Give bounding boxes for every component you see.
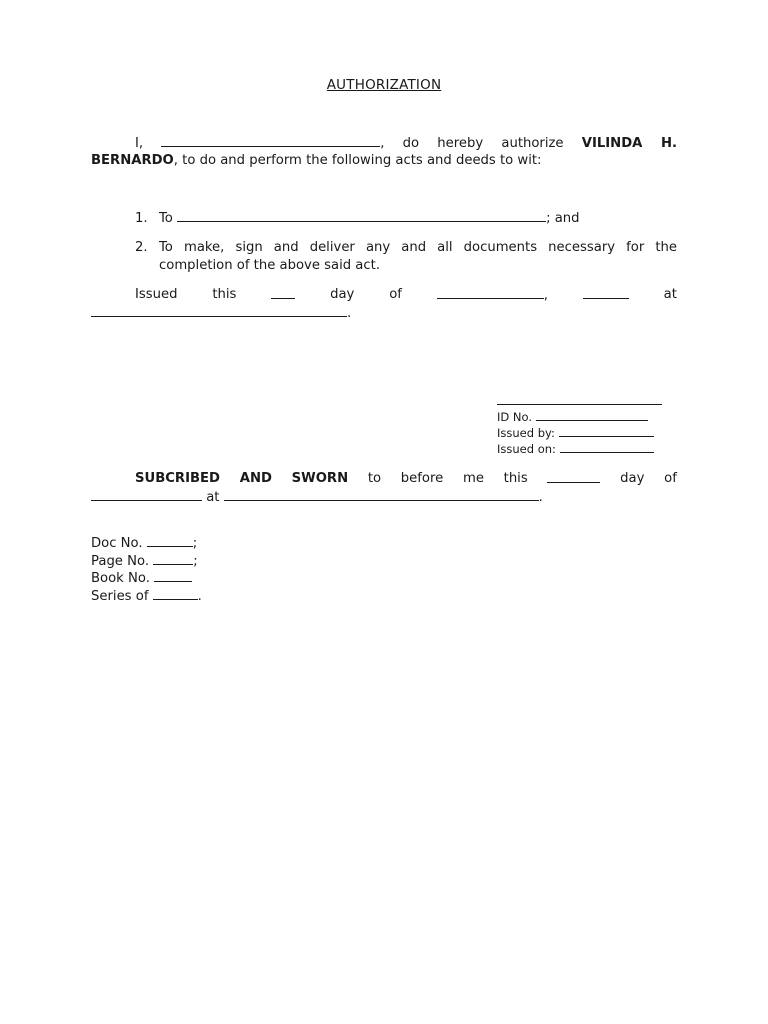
jurat-at-word: at: [206, 490, 220, 505]
authorized-name-part2: BERNARDO: [91, 153, 174, 168]
item-1-suffix: ; and: [546, 211, 580, 226]
authorized-name-part1: VILINDA H.: [581, 136, 677, 151]
jurat-line1: [91, 470, 677, 488]
id-number-label: ID No.: [497, 410, 532, 424]
page-number-blank: [153, 552, 193, 565]
page-semicolon: ;: [193, 553, 198, 569]
issued-on-label: Issued on:: [497, 442, 556, 456]
authorization-paragraph-line2: [91, 152, 677, 170]
jurat-day-word: day: [620, 471, 645, 486]
day-blank: [271, 286, 295, 299]
at-word: at: [663, 287, 677, 302]
signature-blank: [497, 392, 662, 405]
subscribed-word: SUBCRIBED: [135, 471, 221, 486]
to-word: to: [367, 471, 382, 486]
issued-by-label: Issued by:: [497, 426, 555, 440]
item-2-line2: completion of the above said act.: [159, 258, 381, 273]
jurat-line2: [91, 488, 677, 507]
period: .: [347, 306, 352, 321]
document-title: AUTHORIZATION: [326, 77, 442, 93]
issued-word: Issued: [135, 287, 178, 302]
series-blank: [153, 587, 198, 600]
month-blank: [437, 286, 544, 299]
series-label: Series of: [91, 588, 149, 604]
act-description-blank: [177, 209, 546, 222]
issued-line: [91, 286, 677, 305]
item-2-number: 2.: [135, 240, 148, 255]
book-number-blank: [154, 569, 192, 582]
authorization-paragraph-line1: [91, 134, 677, 153]
list-item-2: [135, 239, 677, 275]
place-blank: [91, 304, 347, 317]
id-number-blank: [536, 408, 648, 421]
item-1-number: 1.: [135, 211, 148, 226]
and-word: AND: [239, 471, 272, 486]
day-word: day: [330, 287, 355, 302]
page-number-label: Page No.: [91, 553, 150, 569]
jurat-day-blank: [547, 470, 600, 483]
list-item-1: [135, 209, 680, 228]
jurat-this-word: this: [503, 471, 528, 486]
doc-semicolon: ;: [192, 536, 198, 551]
doc-number-blank: [147, 534, 193, 547]
jurat-period: .: [538, 490, 543, 505]
authorizer-name-blank: [161, 134, 380, 147]
para-rest: , to do and perform the following acts and deeds to wit:: [173, 153, 542, 168]
item-1-prefix: To: [159, 211, 173, 226]
issued-on-blank: [560, 440, 654, 453]
year-blank: [583, 286, 629, 299]
me-word: me: [462, 471, 484, 486]
of-word: of: [389, 287, 402, 302]
signature-block: [497, 392, 662, 456]
para-mid: , do hereby authorize: [380, 136, 564, 151]
jurat-place-blank: [224, 488, 539, 501]
issued-place-line: [91, 304, 677, 323]
item-2-line1: To make, sign and deliver any and all documents necessary for the: [159, 240, 677, 255]
issued-by-blank: [559, 424, 654, 437]
para-prefix: I,: [135, 136, 144, 151]
comma: ,: [543, 288, 548, 303]
doc-number-label: Doc No.: [91, 536, 143, 551]
this-word: this: [212, 287, 237, 302]
notary-register: [91, 534, 202, 604]
before-word: before: [400, 471, 444, 486]
jurat-month-blank: [91, 488, 202, 501]
sworn-word: SWORN: [291, 471, 349, 486]
book-number-label: Book No.: [91, 571, 150, 586]
jurat-of-word: of: [664, 471, 677, 486]
series-period: .: [197, 588, 202, 604]
